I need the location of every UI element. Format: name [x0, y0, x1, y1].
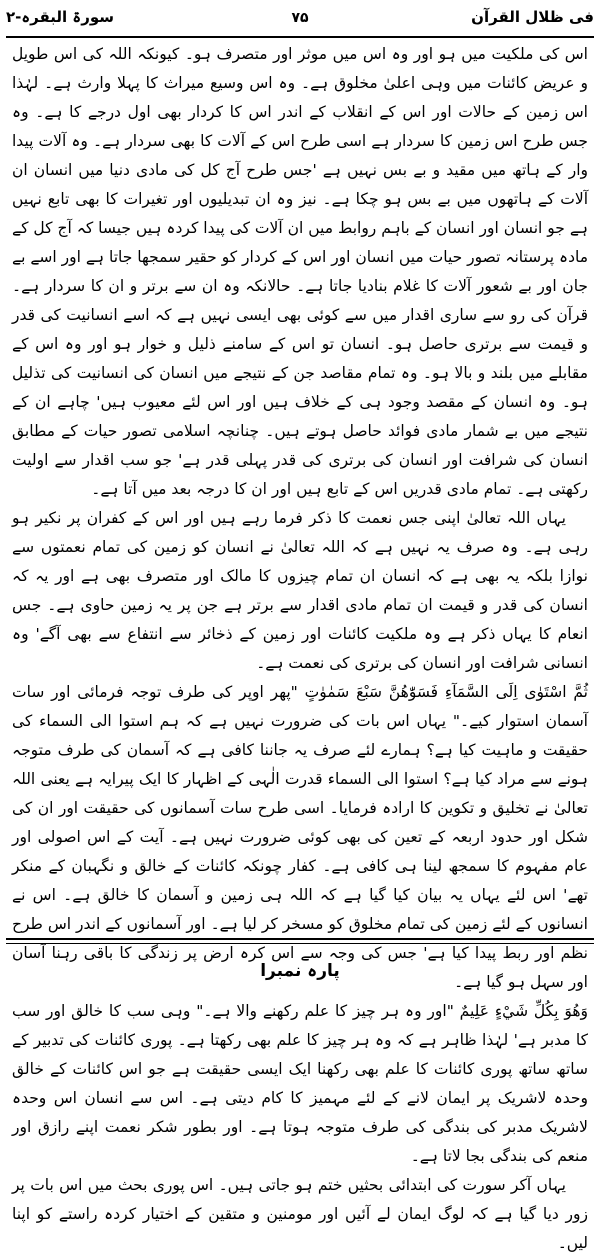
- para-label: پارہ نمبرا: [260, 961, 340, 981]
- paragraph: یہاں اللہ تعالیٰ اپنی جس نعمت کا ذکر فرما رہے ہیں اور اس کے کفران پر نکیر ہو رہی ہے۔ وہ صرف یہ نہیں ہے کہ اللہ تعالیٰ نے انسان کو زمین کی تمام نعمتوں سے نوازا بلکہ یہ بھی ہے کہ انسان ان تمام چیزوں کا مالک اور متصرف بھی ہے اور یہ کہ انسان کی قدر و قیمت ان تمام مادی اقدار سے برتر ہے جن پر یہ زمین حاوی ہے۔ جس انعام کا یہاں ذکر ہے وہ ملکیت کائنات اور زمین کے ذخائر سے انتفاع سے بھی آگے' وہ انسانی شرافت اور انسان کی برتری کی نعمت ہے۔: [12, 509, 588, 672]
- page-header: [6, 4, 594, 32]
- footer-rule-thin: [6, 943, 594, 944]
- header-rule: [6, 36, 594, 38]
- paragraph: ثُمَّ اسْتَوٰی اِلَی السَّمَآءِ فَسَوّٰھُنَّ سَبْعَ سَمٰوٰتٍ "پھر اوپر کی طرف توجہ فرمائی اور سات آسمان استوار کیے۔" یہاں اس بات کی ضرورت نہیں ہے کہ ہم استوا الی السماء کی حقیقت و ماہیت کیا ہے؟ ہمارے لئے صرف یہ جاننا کافی ہے کہ آسمان کی طرف متوجہ ہونے سے مراد کیا ہے؟ استوا الی السماء قدرت الٰہی کے اظہار کا ایک پیرایہ ہے یعنی اللہ تعالیٰ نے تخلیق و تکوین کا ارادہ فرمایا۔ اسی طرح سات آسمانوں کی حقیقت اور ان کی شکل اور حدود اربعہ کے تعین کی بھی کوئی ضرورت نہیں ہے۔ آیت کے اس اصولی اور عام مفہوم کا سمجھ لینا ہی کافی ہے۔ کفار چونکہ کائنات کے خالق و نگہبان کے منکر تھے' اس لئے یہاں یہ بیان کیا گیا ہے کہ اللہ ہی زمین و آسمان کا خالق ہے۔ اس نے انسانوں کے لئے زمین کی تمام مخلوق کو مسخر کر لیا ہے۔ اور آسمانوں کے اندر اس طرح نظم اور ربط پیدا کیا ہے' جس کی وجہ سے اس کرہ ارض پر زندگی کا باقی رہنا آسان اور سہل ہو گیا ہے۔: [12, 683, 588, 991]
- paragraph: اس کی ملکیت میں ہو اور وہ اس میں موثر اور متصرف ہو۔ کیونکہ اللہ کی اس طویل و عریض کائنات میں وہی اعلیٰ مخلوق ہے۔ وہ اس وسیع میراث کا پہلا وارث ہے۔ لہٰذا اس زمین کے حالات اور اس کے انقلاب کے اندر اس کا کردار بھی اول درجے کا ہے۔ وہ جس طرح اس زمین کا سردار ہے اسی طرح اس کے آلات کا بھی سردار ہے۔ وہ آلات پیدا وار کے ہاتھ میں مقید و بے بس نہیں ہے 'جس طرح آج کل کی مادی دنیا میں انسان ان آلات کے ہاتھوں میں بے بس ہو چکا ہے۔ نیز وہ ان تبدیلیوں اور تغیرات کا بھی تابع نہیں ہے جو انسان اور انسان کے باہم روابط میں ان آلات کی پیدا کردہ ہیں جیسا کہ آج کل کے مادہ پرستانہ تصور حیات میں انسان اور اس کے کردار کو حقیر سمجھا جاتا ہے اور اسے بے جان اور بے شعور آلات کا غلام بنادیا جاتا ہے۔ حالانکہ وہ ان سے برتر و ان کا سردار ہے۔ قرآن کی رو سے ساری اقدار میں سے کوئی بھی ایسی نہیں ہے کہ اسے انسانیت کی قدر و قیمت سے برتری حاصل ہو۔ انسان تو اس کے سامنے ذلیل و خوار ہو اور وہ اس کے مقابلے میں بلند و بالا ہو۔ وہ تمام مقاصد جن کے نتیجے میں انسان کی انسانیت کی تذلیل ہو۔ وہ انسان کے مقصد وجود ہی کے خلاف ہیں اور اس لئے معیوب ہیں' چاہے ان کے نتیجے میں بے شمار مادی فوائد حاصل ہوتے ہیں۔ چنانچہ اسلامی تصور حیات کے مطابق انسان کی شرافت اور انسان کی برتری کی قدر پہلی قدر ہے' جو سب اقدار سے اولیت رکھتی ہے۔ تمام مادی قدریں اس کے تابع ہیں اور ان کا درجہ بعد میں آتا ہے۔: [12, 45, 588, 498]
- surah-title: سورۃ البقرہ-۲: [6, 8, 114, 26]
- footer-rule: [6, 938, 594, 940]
- book-title: فی ظلال القرآن: [471, 8, 594, 26]
- page-number: ۷۵: [291, 10, 309, 26]
- paragraph: یہاں آکر سورت کی ابتدائی بحثیں ختم ہو جاتی ہیں۔ اس پوری بحث میں اس بات پر زور دیا گیا ہے کہ لوگ ایمان لے آئیں اور مومنین و متقین کے اختیار کردہ راستے کو اپنا لیں۔: [12, 1176, 588, 1252]
- paragraph: وَهُوَ بِكُلِّ شَيْءٍ عَلِيمٌ "اور وہ ہر چیز کا علم رکھنے والا ہے۔" وہی سب کا خالق اور سب کا مدبر ہے' لہٰذا ظاہر ہے کہ وہ ہر چیز کا علم بھی رکھتا ہے۔ پوری کائنات کی تدبیر کے ساتھ ساتھ پوری کائنات کا علم بھی رکھنا ایک ایسی حقیقت ہے جو اس کائنات کے خالق وحدہ لاشریک پر ایمان لانے کے لئے مہمیز کا کام دیتی ہے۔ اس سے انسان اس وحدہ لاشریک مدبر کی بندگی کی طرف متوجہ ہوتا ہے۔ اور بطور شکر نعمت اپنے رازق اور منعم کی بندگی بجا لاتا ہے۔: [12, 1002, 588, 1165]
